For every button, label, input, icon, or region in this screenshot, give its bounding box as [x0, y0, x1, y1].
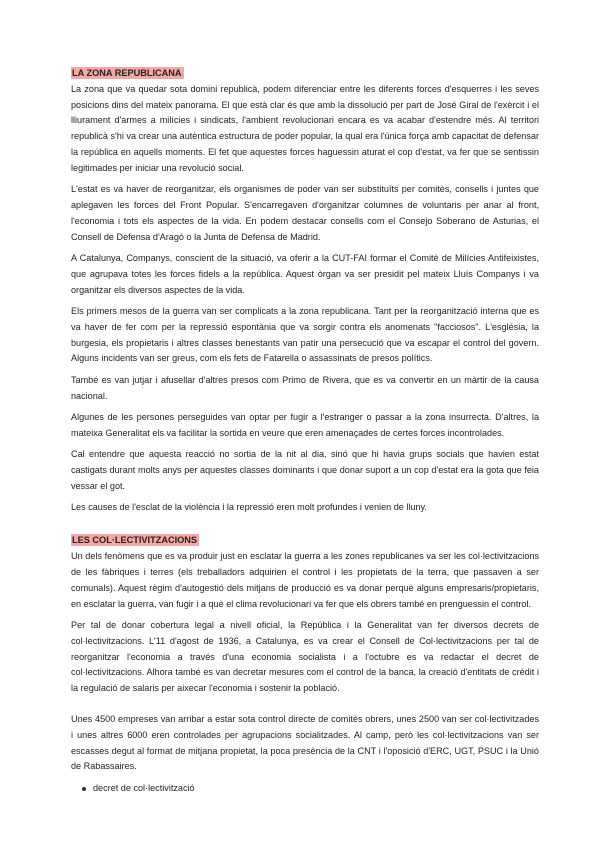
- list-item-text: decret de col·lectivització: [93, 782, 195, 793]
- bullet-icon: [82, 787, 86, 791]
- paragraph: Les causes de l'esclat de la violència i la repressió eren molt profundes i venien de lluny.: [71, 502, 427, 513]
- list-item: [93, 781, 539, 797]
- paragraph: Els primers mesos de la guerra van ser complicats a la zona republicana. Tant per la reorganització interna que es va haver de fer com per la repressió espontània que va sorgir contra els anomenats "facciosos". L'església, la burgesia, els propietaris i altres classes benestants van patir una persecució que va escapar el control del govern. Alguns incidents van ser greus, com els fets de Fatarella o assassinats de presos polítics.: [71, 305, 539, 364]
- paragraph: Cal entendre que aquesta reacció no sortia de la nit al dia, sinó que hi havia grups socials que havien estat castigats durant molts anys per aquestes classes dominants i que donar suport a un cop d'estat era la gota que feia vessar el got.: [71, 449, 539, 491]
- paragraph: També es van jutjar i afusellar d'altres presos com Primo de Rivera, que es va convertir en un màrtir de la causa nacional.: [71, 374, 539, 401]
- paragraph: Per tal de donar cobertura legal a nivell oficial, la República i la Generalitat van fer diversos decrets de col·lectivitzacions. L'11 d'agost de 1936, a Catalunya, es va crear el Consell de Col·lectivitzacions per tal de reorganitzar l'economia a través d'una economia socialista i a l'octubre es va redactar el decret de col·lectivitzacions. Alhora també es van decretar mesures com el control de la banca, la creació d'entitats de crèdit i la regulació de salaris per aixecar l'economia i sostenir la població.: [71, 620, 539, 694]
- paragraph: Unes 4500 empreses van arribar a estar sota control directe de comitès obrers, unes 2500 van ser col·lectivitzades i unes altres 6000 eren controlades per agrupacions socialitzades. Al camp, però les col·lectivitzacions van ser escasses degut al format de mitjana propietat, la poca presència de la CNT i l'oposició d'ERC, UGT, PSUC i la Unió de Rabassaires.: [71, 714, 539, 772]
- paragraph: La zona que va quedar sota domini republicà, podem diferenciar entre les diferents forces d'esquerres i les seves posicions dins del mateix panorama. El que està clar és que amb la dissolució per part de José Giral de l'exèrcit i el lliurament d'armes a milícies i sindicats, l'ambient revolucionari encara es va acabar d'estendre més. Al territori republicà s'hi va crear una autèntica estructura de poder popular, la qual era l'única força amb capacitat de defensar la república en aquells moments. El fet que aquestes forces haguessin aturat el cop d'estat, va fer que se sentissin legitimades per iniciar una revolució social.: [71, 83, 539, 173]
- document-body: [71, 66, 539, 797]
- paragraph: A Catalunya, Companys, conscient de la situació, va oferir a la CUT-FAI formar el Comitè de Milícies Antifeixistes, que agrupava totes les forces fidels a la república. Aquest òrgan va ser presidit pel mateix Lluís Companys i va organitzar els diversos aspectes de la vida.: [71, 252, 539, 295]
- paragraph: Algunes de les persones perseguides van optar per fugir a l'estranger o passar a la zona insurrecta. D'altres, la mateixa Generalitat els va facilitar la sortida en veure que eren amenaçades de certes forces incontrolades.: [71, 411, 539, 438]
- section-heading-zona-republicana: LA ZONA REPUBLICANA: [72, 68, 182, 78]
- bullet-list: [71, 781, 539, 797]
- paragraph: Un dels fenòmens que es va produir just en esclatar la guerra a les zones republicanes va ser les col·lectivitzacions de les fàbriques i terres (els treballadors adquirien el control i les propietats de la terra, que passaven a ser comunals). Aquest règim d'autogestió dels mitjans de producció es va donar perquè alguns empresaris/propietaris, en esclatar la guerra, van fugir i a què el clima revolucionari va fer que els obrers també en prenguessin el control.: [71, 551, 539, 609]
- section-heading-col-lectivitzacions: LES COL·LECTIVITZACIONS: [72, 535, 198, 546]
- paragraph: L'estat es va haver de reorganitzar, els organismes de poder van ser substituïts per comitès, consells i juntes que aplegaven les forces del Front Popular. S'encarregaven d'organitzar columnes de voluntaris per anar al front, l'economia i tots els aspectes de la vida. En podem destacar consells com el Consejo Soberano de Asturias, el Consell de Defensa d'Aragó o la Junta de Defensa de Madrid.: [71, 184, 539, 242]
